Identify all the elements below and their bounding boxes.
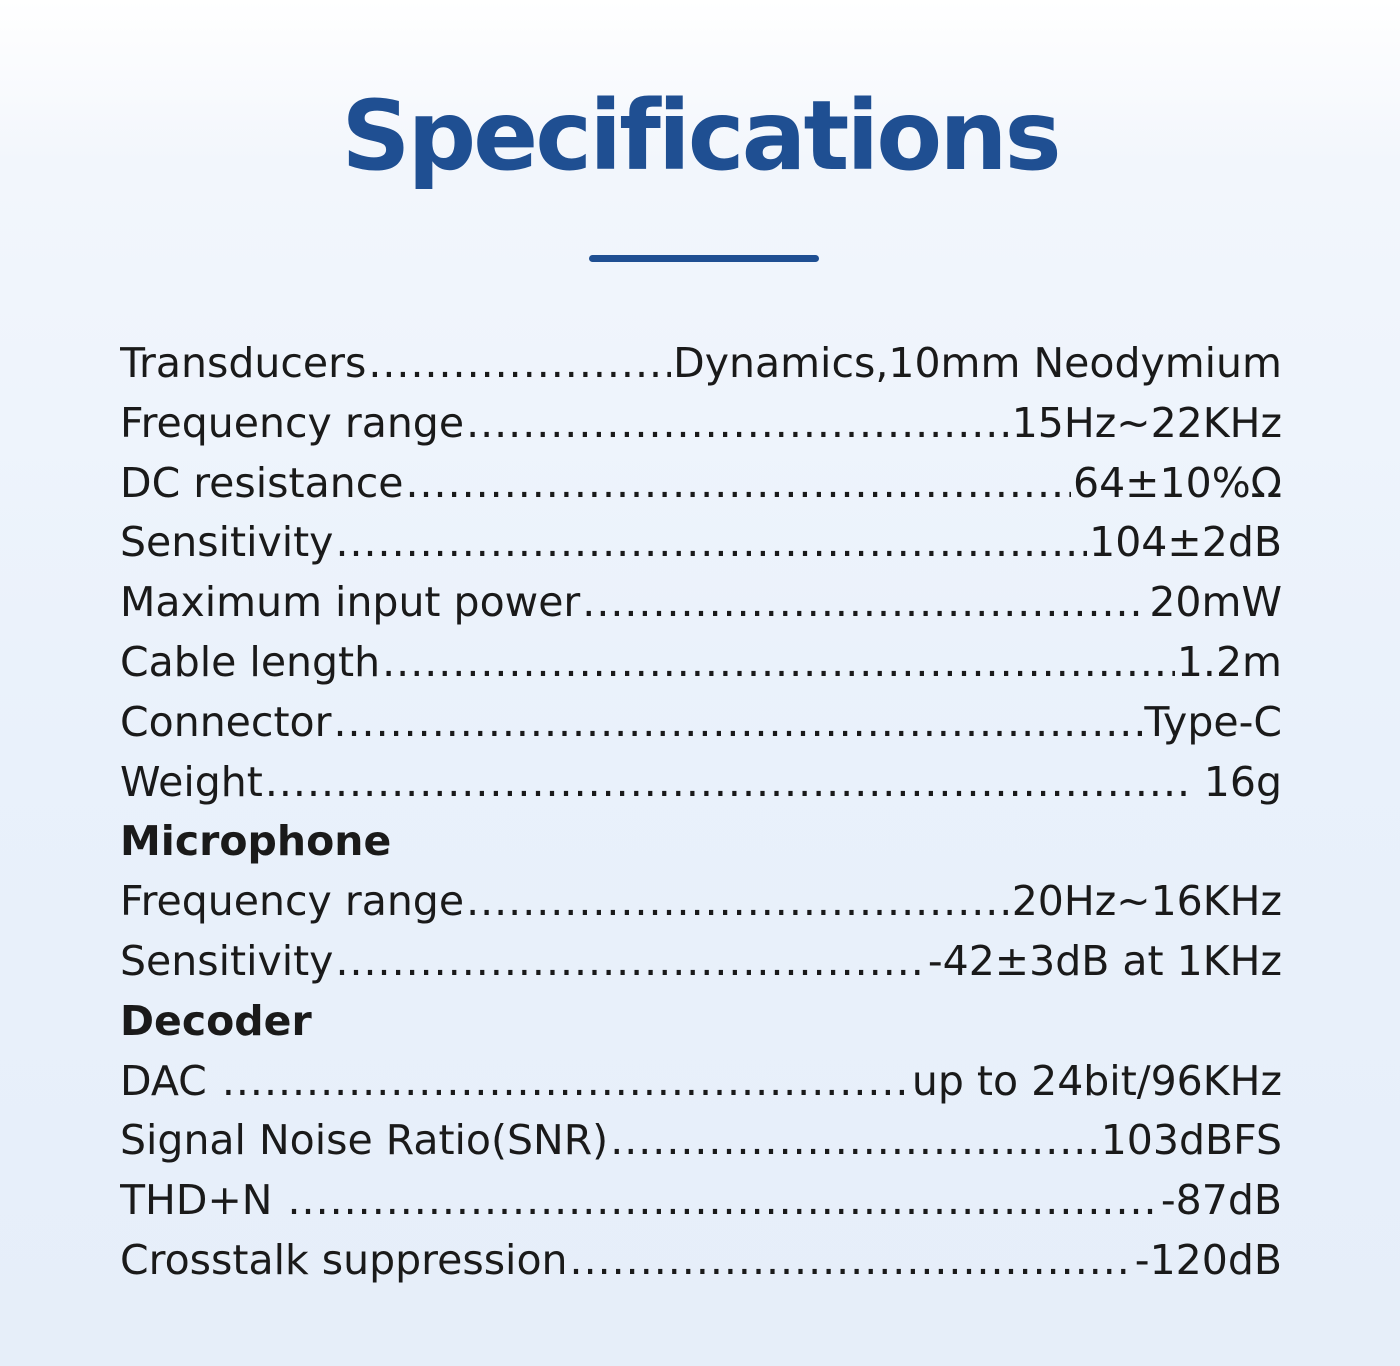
dot-leader <box>335 513 1087 573</box>
dot-leader <box>570 1231 1133 1291</box>
spec-row-mic-frequency-range <box>120 872 1282 932</box>
spec-label: Sensitivity <box>120 936 334 985</box>
spec-value: -120dB <box>1134 1235 1282 1284</box>
spec-label: Maximum input power <box>120 578 581 627</box>
spec-row-connector <box>120 693 1282 753</box>
spec-value: 20mW <box>1149 578 1282 627</box>
spec-label: Connector <box>120 697 332 746</box>
spec-value: Type-C <box>1144 697 1282 746</box>
spec-label: Crosstalk suppression <box>120 1235 568 1284</box>
spec-label: DAC <box>120 1056 220 1105</box>
spec-list <box>120 334 1282 1291</box>
section-heading-microphone: Microphone <box>120 817 392 866</box>
spec-value: 104±2dB <box>1089 518 1282 567</box>
spec-value: 16g <box>1190 757 1282 806</box>
spec-label: Weight <box>120 757 263 806</box>
spec-row-dc-resistance <box>120 454 1282 514</box>
dot-leader <box>265 753 1189 813</box>
spec-label: Frequency range <box>120 398 465 447</box>
spec-row-sensitivity <box>120 513 1282 573</box>
spec-value: 15Hz~22KHz <box>1011 398 1282 447</box>
spec-row-mic-sensitivity <box>120 932 1282 992</box>
dot-leader <box>382 633 1175 693</box>
spec-row-snr <box>120 1111 1282 1171</box>
dot-leader <box>405 454 1071 514</box>
dot-leader <box>368 334 671 394</box>
spec-row-weight <box>120 753 1282 813</box>
spec-value: Dynamics,10mm Neodymium <box>673 339 1282 387</box>
spec-label: THD+N <box>120 1176 286 1225</box>
spec-row-frequency-range <box>120 394 1282 454</box>
spec-label: DC resistance <box>120 458 404 507</box>
spec-row-max-input-power <box>120 573 1282 633</box>
spec-value: -87dB <box>1160 1176 1282 1225</box>
spec-label: Frequency range <box>120 877 465 926</box>
title-underline <box>589 255 819 262</box>
dot-leader <box>335 932 925 992</box>
dot-leader <box>466 394 1010 454</box>
spec-value: 64±10%Ω <box>1073 458 1282 507</box>
section-heading-decoder: Decoder <box>120 996 312 1045</box>
dot-leader <box>222 1052 910 1112</box>
spec-label: Transducers <box>120 339 367 387</box>
dot-leader <box>288 1171 1159 1231</box>
spec-value: 103dBFS <box>1100 1116 1282 1165</box>
spec-row-thd-n <box>120 1171 1282 1231</box>
dot-leader <box>466 872 1010 932</box>
spec-value: 1.2m <box>1176 637 1282 686</box>
spec-value: -42±3dB at 1KHz <box>927 936 1282 985</box>
spec-label: Signal Noise Ratio(SNR) <box>120 1116 609 1165</box>
page-title: Specifications <box>341 80 1059 192</box>
spec-label: Sensitivity <box>120 518 334 567</box>
spec-label: Cable length <box>120 637 381 686</box>
spec-row-cable-length <box>120 633 1282 693</box>
dot-leader <box>610 1111 1099 1171</box>
spec-row-dac <box>120 1052 1282 1112</box>
dot-leader <box>582 573 1147 633</box>
spec-value: up to 24bit/96KHz <box>911 1056 1282 1105</box>
spec-row-crosstalk <box>120 1231 1282 1291</box>
dot-leader <box>333 693 1142 753</box>
spec-row-transducers <box>120 334 1282 394</box>
spec-value: 20Hz~16KHz <box>1011 877 1282 926</box>
